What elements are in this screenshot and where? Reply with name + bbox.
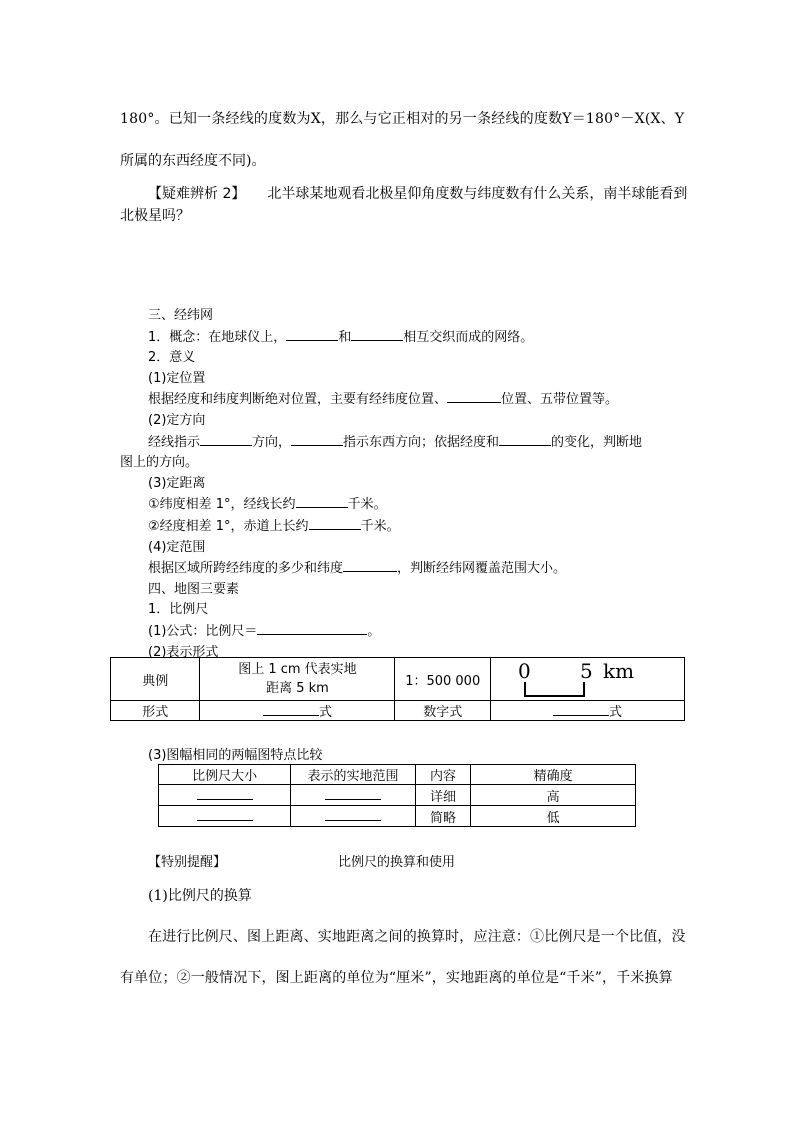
table-cell: [159, 785, 291, 806]
blank-3[interactable]: [447, 389, 501, 403]
direction-line: [120, 432, 642, 454]
concept-line: [120, 327, 642, 349]
blank-10[interactable]: [257, 621, 367, 635]
text-form-line-2: 距离 5 km: [266, 681, 329, 696]
section-3: [120, 306, 642, 663]
form-suffix-1: 式: [318, 705, 332, 720]
text-form-line-1: 图上 1 cm 代表实地: [238, 662, 357, 677]
form-suffix-2: 式: [608, 705, 622, 720]
position-text-a: 根据经度和纬度判断绝对位置，主要有经纬度位置、: [148, 392, 448, 408]
intro-line-1: 180°。已知一条经线的度数为X，那么与它正相对的另一条经线的度数Y＝180°－X(X、Y: [120, 111, 685, 127]
scale-heading: 1．比例尺: [148, 602, 209, 618]
cell-form-blank-1: [200, 701, 395, 721]
blank-5[interactable]: [291, 432, 343, 446]
blank-16[interactable]: [325, 807, 381, 821]
scale-forms-table: [110, 657, 685, 721]
question-line-1: [148, 183, 687, 203]
blank-8[interactable]: [309, 516, 361, 530]
blank-2[interactable]: [351, 327, 403, 341]
position-text-b: 位置、五带位置等。: [501, 392, 619, 408]
position-heading: (1)定位置: [148, 370, 206, 386]
table-cell: [291, 806, 415, 827]
forms-heading: (2)表示形式: [148, 644, 219, 660]
blank-4[interactable]: [200, 432, 252, 446]
tip-paragraph-1: 在进行比例尺、图上距离、实地距离之间的换算时，应注意：①比例尺是一个比值，没: [148, 929, 686, 945]
header-scale-size: 比例尺大小: [159, 765, 291, 785]
question-tag: 【疑难辨析 2】: [148, 186, 246, 202]
question-text: 北半球某地观看北极星仰角度数与纬度数有什么关系，南半球能看到: [267, 186, 688, 202]
direction-heading: (2)定方向: [148, 412, 206, 428]
blank-6[interactable]: [499, 432, 551, 446]
table-cell: 高: [471, 785, 636, 806]
blank-15[interactable]: [197, 807, 253, 821]
cell-form-label: 形式: [111, 701, 200, 721]
range-heading: (4)定范围: [148, 539, 206, 555]
section-3-title: 三、经纬网: [148, 308, 214, 323]
distance-text-2a: ②经度相差 1°，赤道上长约: [148, 518, 309, 534]
section-4-title: 四、地图三要素: [148, 581, 240, 597]
direction-text-a: 经线指示: [148, 434, 201, 450]
distance-heading: (3)定距离: [148, 475, 206, 491]
formula-line: [120, 621, 642, 643]
cell-numeric-label: 数字式: [395, 701, 491, 721]
tip-title: 比例尺的换算和使用: [338, 855, 456, 870]
blank-1[interactable]: [286, 327, 338, 341]
concept-text-c: 相互交织而成的网络。: [403, 329, 534, 345]
distance-line-2: [120, 516, 642, 538]
range-text-b: ，判断经纬网覆盖范围大小。: [397, 561, 567, 577]
tip-tag: 【特别提醒】: [148, 855, 227, 870]
formula-text-b: 。: [367, 623, 381, 639]
intro-line-2: 所属的东西经度不同)。: [120, 153, 266, 169]
compare-title: (3)图幅相同的两幅图特点比较: [148, 748, 323, 763]
cell-text-form: [200, 658, 395, 701]
blank-14[interactable]: [325, 786, 381, 800]
blank-7[interactable]: [296, 494, 348, 508]
question-line-2: 北极星吗？: [120, 208, 190, 224]
blank-9[interactable]: [343, 558, 397, 572]
cell-form-blank-2: [490, 701, 684, 721]
cell-example: 典例: [111, 658, 200, 701]
position-line: [120, 389, 642, 411]
table-cell: [159, 806, 291, 827]
tip-subheading: (1)比例尺的换算: [148, 888, 252, 904]
blank-13[interactable]: [197, 786, 253, 800]
table-cell: 简略: [415, 806, 471, 827]
scale-bar-graphic: [524, 682, 585, 697]
header-precision: 精确度: [471, 765, 636, 785]
direction-line-2: 图上的方向。: [120, 455, 199, 471]
comparison-table: [158, 764, 636, 827]
header-range: 表示的实地范围: [291, 765, 415, 785]
formula-text-a: (1)公式：比例尺＝: [148, 623, 258, 639]
blank-11[interactable]: [263, 702, 319, 716]
table-cell: 低: [471, 806, 636, 827]
meaning-heading: 2．意义: [148, 350, 196, 366]
scale-bar-zero: 0: [517, 659, 531, 683]
distance-line-1: [120, 494, 642, 516]
cell-numeric-form: 1：500 000: [395, 658, 491, 701]
distance-text-1a: ①纬度相差 1°，经线长约: [148, 497, 296, 513]
concept-text-b: 和: [338, 329, 352, 345]
tip-paragraph-2: 有单位；②一般情况下，图上距离的单位为“厘米”，实地距离的单位是“千米”，千米换算: [120, 970, 673, 986]
scale-bar-unit: km: [602, 659, 635, 683]
cell-line-scale: [490, 658, 684, 701]
header-content: 内容: [415, 765, 471, 785]
blank-12[interactable]: [553, 702, 609, 716]
range-text-a: 根据区域所跨经纬度的多少和纬度: [148, 561, 344, 577]
concept-text-a: 1．概念：在地球仪上，: [148, 329, 287, 345]
distance-text-1b: 千米。: [347, 497, 387, 513]
range-line: [120, 558, 642, 580]
direction-text-d: 的变化，判断地: [551, 434, 643, 450]
table-cell: [291, 785, 415, 806]
table-cell: 详细: [415, 785, 471, 806]
line-scale: [491, 658, 684, 700]
direction-text-c: 指示东西方向；依据经度和: [343, 434, 500, 450]
scale-bar-five: 5: [579, 659, 593, 683]
direction-text-b: 方向，: [252, 434, 292, 450]
distance-text-2b: 千米。: [360, 518, 400, 534]
